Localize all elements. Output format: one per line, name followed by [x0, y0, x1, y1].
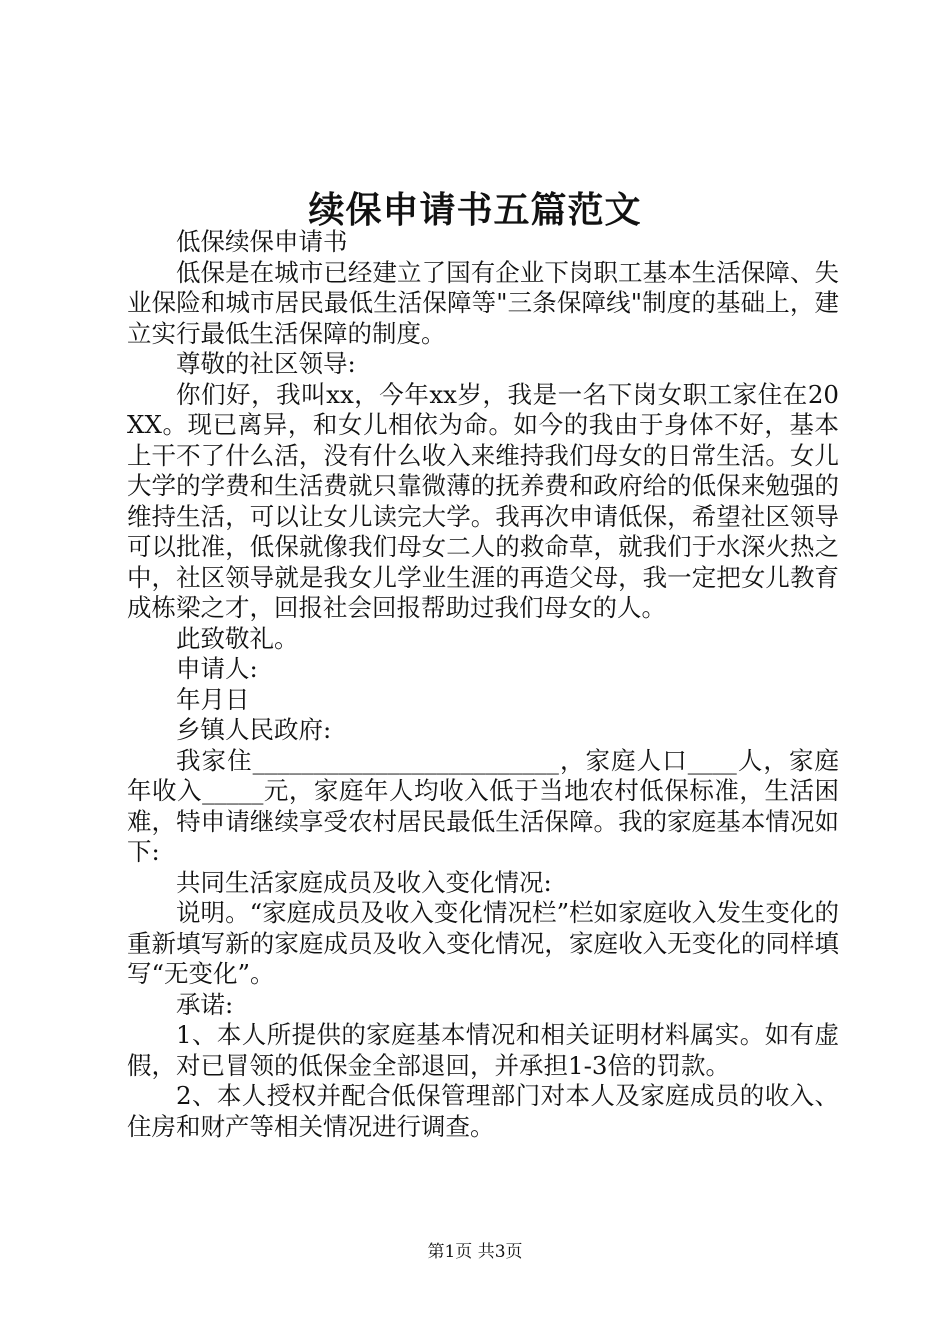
paragraph-heading: 低保续保申请书 [176, 227, 348, 256]
page-footer: 第1页 共3页 [427, 1242, 523, 1262]
document-body [127, 227, 839, 1142]
paragraph: 你们好，我叫xx，今年xx岁，我是一名下岗女职工家住在20XX。现已离异，和女儿相依为命。如今的我由于身体不好，基本上干不了什么活，没有什么收入来维持我们母女的日常生活。女儿大学的学费和生活费就只靠微薄的抚养费和政府给的低保来勉强的维持生活，可以让女儿读完大学。我再次申请低保，希望社区领导可以批准，低保就像我们母女二人的救命草，就我们于水深火热之中，社区领导就是我女儿学业生涯的再造父母，我一定把女儿教育成栋梁之才，回报社会回报帮助过我们母女的人。 [127, 379, 839, 622]
document-title: 续保申请书五篇范文 [308, 189, 642, 231]
paragraph-pledge-heading: 承诺: [176, 989, 234, 1019]
paragraph-closing: 此致敬礼。 [176, 623, 299, 653]
paragraph-note: 说明。“家庭成员及收入变化情况栏”栏如家庭收入发生变化的重新填写新的家庭成员及收入变化情况，家庭收入无变化的同样填写“无变化”。 [127, 898, 839, 988]
paragraph: 低保是在城市已经建立了国有企业下岗职工基本生活保障、失业保险和城市居民最低生活保障等"三条保障线"制度的基础上，建立实行最低生活保障的制度。 [127, 257, 839, 348]
paragraph-pledge-item: 1、本人所提供的家庭基本情况和相关证明材料属实。如有虚假，对已冒领的低保金全部退回，并承担1-3倍的罚款。 [127, 1020, 839, 1080]
paragraph-subheading: 共同生活家庭成员及收入变化情况: [176, 867, 552, 897]
paragraph-applicant: 申请人: [176, 654, 258, 683]
paragraph-form-fill: 我家住_________________________，家庭人口____人，家庭年收入_____元，家庭年人均收入低于当地农村低保标准，生活困难，特申请继续享受农村居民最低生活保障。我的家庭基本情况如下: [127, 745, 839, 866]
paragraph-pledge-item: 2、本人授权并配合低保管理部门对本人及家庭成员的收入、住房和财产等相关情况进行调查。 [127, 1081, 839, 1141]
paragraph-date: 年月日 [176, 684, 250, 714]
paragraph-salutation: 尊敬的社区领导: [176, 349, 356, 378]
paragraph-addressee: 乡镇人民政府: [176, 715, 332, 744]
